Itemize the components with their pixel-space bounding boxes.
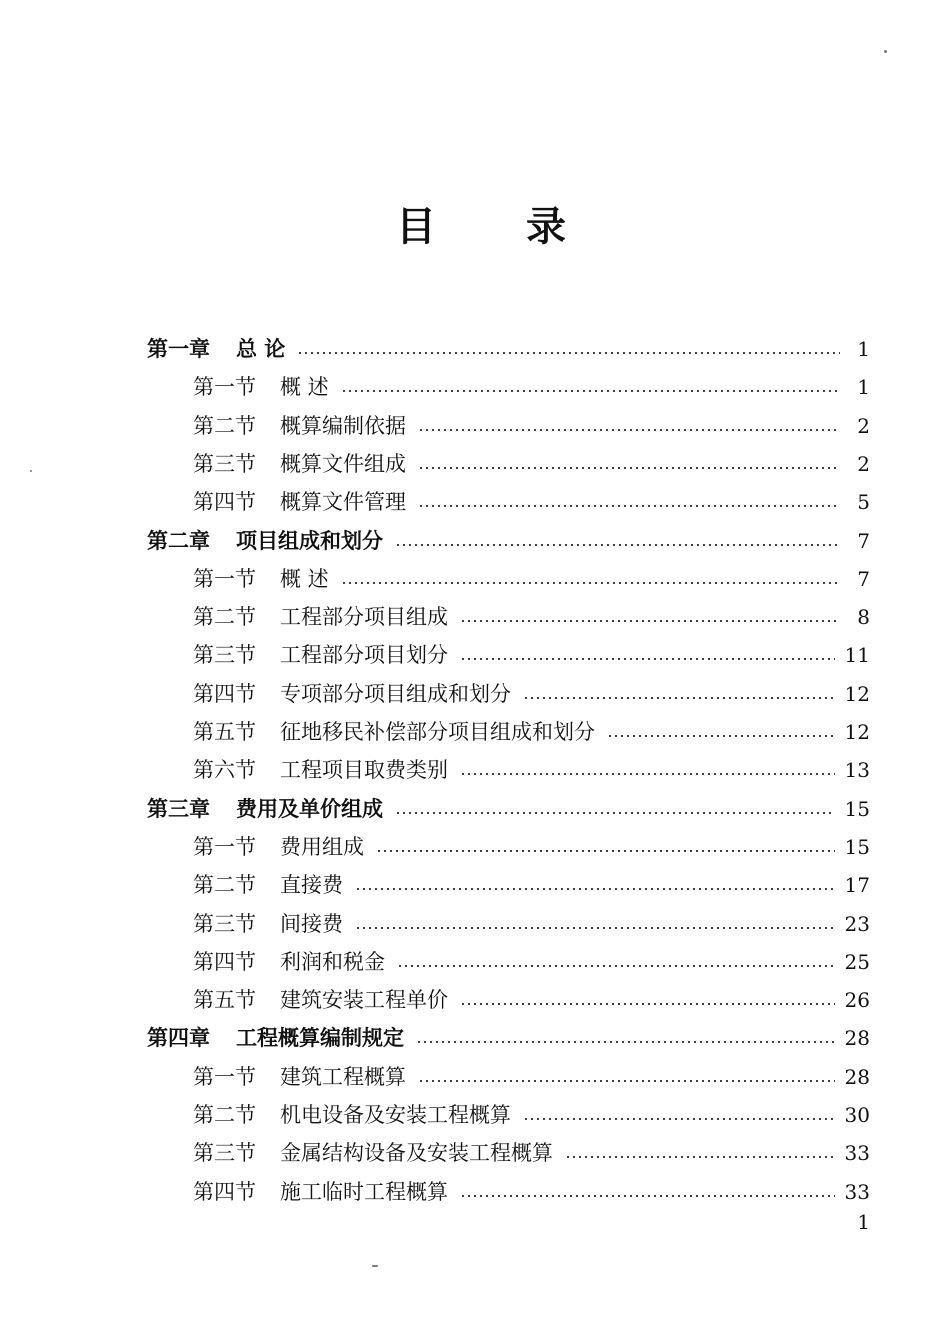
toc-entry-page: 2 bbox=[857, 413, 870, 438]
toc-entry-title: 建筑工程概算 bbox=[280, 1064, 406, 1089]
toc-section-row[interactable] bbox=[193, 1173, 870, 1211]
toc-entry-label: 第四节 bbox=[193, 681, 256, 706]
toc-entry-label: 第三节 bbox=[193, 1141, 256, 1166]
toc-entry-label: 第一节 bbox=[193, 1064, 256, 1089]
toc-chapter-row[interactable] bbox=[147, 1019, 870, 1057]
toc-entry-title: 工程概算编制规定 bbox=[236, 1026, 404, 1051]
toc-entry-page: 13 bbox=[844, 758, 870, 783]
dot-leader bbox=[418, 467, 840, 469]
toc-entry-page: 1 bbox=[857, 375, 870, 400]
dot-leader bbox=[460, 658, 835, 660]
toc-entry-page: 12 bbox=[844, 720, 870, 744]
toc-entry-label: 第五节 bbox=[193, 720, 256, 744]
toc-section-row[interactable] bbox=[193, 943, 870, 981]
page-title: 目 录 bbox=[396, 204, 604, 250]
toc-entry-page: 26 bbox=[844, 988, 870, 1013]
toc-entry-label: 第五节 bbox=[193, 988, 256, 1013]
dot-leader bbox=[460, 1003, 835, 1005]
toc-entry-title: 金属结构设备及安装工程概算 bbox=[280, 1141, 553, 1166]
toc-section-row[interactable] bbox=[193, 407, 870, 445]
toc-entry-title: 项目组成和划分 bbox=[236, 528, 383, 553]
toc-entry-page: 33 bbox=[844, 1141, 870, 1166]
toc-entry-page: 15 bbox=[844, 796, 870, 821]
dot-leader bbox=[460, 620, 840, 622]
toc-section-row[interactable] bbox=[193, 713, 870, 751]
toc-chapter-row[interactable] bbox=[147, 330, 870, 368]
toc-entry-title: 概算文件组成 bbox=[280, 451, 406, 476]
toc-entry-title: 专项部分项目组成和划分 bbox=[280, 681, 511, 706]
toc-entry-label: 第三节 bbox=[193, 451, 256, 476]
toc-entry-label: 第六节 bbox=[193, 758, 256, 783]
toc-entry-page: 5 bbox=[857, 490, 870, 515]
dot-leader bbox=[460, 773, 835, 775]
dot-leader bbox=[523, 697, 835, 699]
toc-entry-label: 第二节 bbox=[193, 1103, 256, 1127]
toc-entry-page: 2 bbox=[857, 451, 870, 476]
toc-entry-title: 间接费 bbox=[280, 911, 343, 936]
dot-leader bbox=[418, 1080, 835, 1082]
toc-entry-title: 机电设备及安装工程概算 bbox=[280, 1103, 511, 1127]
page-number: 1 bbox=[857, 1210, 870, 1234]
toc-entry-page: 30 bbox=[844, 1103, 870, 1127]
toc-section-row[interactable] bbox=[193, 560, 870, 598]
toc-entry-page: 15 bbox=[844, 834, 870, 859]
toc-section-row[interactable] bbox=[193, 1134, 870, 1172]
toc-entry-label: 第一节 bbox=[193, 566, 256, 591]
scan-speck bbox=[372, 1265, 378, 1267]
toc-entry-label: 第二节 bbox=[193, 605, 256, 630]
toc-entry-title: 利润和税金 bbox=[280, 949, 385, 974]
dot-leader bbox=[355, 927, 835, 929]
toc-entry-page: 28 bbox=[844, 1064, 870, 1089]
toc-section-row[interactable] bbox=[193, 905, 870, 943]
toc-entry-page: 7 bbox=[857, 566, 870, 591]
toc-section-row[interactable] bbox=[193, 1096, 870, 1134]
toc-entry-label: 第四节 bbox=[193, 1179, 256, 1204]
toc-entry-label: 第二节 bbox=[193, 873, 256, 898]
toc-section-row[interactable] bbox=[193, 981, 870, 1019]
toc-entry-page: 28 bbox=[844, 1026, 870, 1051]
toc-entry-title: 概 述 bbox=[280, 375, 329, 400]
toc-entry-title: 概 述 bbox=[280, 566, 329, 591]
dot-leader bbox=[341, 390, 840, 392]
toc-entry-title: 直接费 bbox=[280, 873, 343, 898]
toc-entry-page: 12 bbox=[844, 681, 870, 706]
toc-section-row[interactable] bbox=[193, 828, 870, 866]
toc-entry-page: 17 bbox=[844, 873, 870, 898]
toc-entry-title: 工程部分项目组成 bbox=[280, 605, 448, 630]
toc-entry-page: 8 bbox=[857, 605, 870, 630]
toc-section-row[interactable] bbox=[193, 866, 870, 904]
toc-entry-page: 1 bbox=[857, 337, 870, 361]
toc-entry-label: 第一节 bbox=[193, 375, 256, 400]
toc-entry-label: 第一章 bbox=[147, 337, 210, 361]
toc-chapter-row[interactable] bbox=[147, 522, 870, 560]
dot-leader bbox=[355, 888, 835, 890]
toc-entry-label: 第四节 bbox=[193, 949, 256, 974]
toc-entry-label: 第一节 bbox=[193, 834, 256, 859]
dot-leader bbox=[418, 505, 840, 507]
dot-leader bbox=[418, 429, 840, 431]
toc-entry-title: 总 论 bbox=[236, 337, 286, 361]
dot-leader bbox=[460, 1195, 835, 1197]
dot-leader bbox=[395, 544, 840, 546]
toc-entry-label: 第二节 bbox=[193, 413, 256, 438]
dot-leader bbox=[341, 582, 840, 584]
toc-section-row[interactable] bbox=[193, 368, 870, 406]
toc-entry-page: 25 bbox=[844, 949, 870, 974]
toc-entry-label: 第二章 bbox=[147, 528, 210, 553]
dot-leader bbox=[565, 1156, 835, 1158]
scan-speck bbox=[884, 50, 887, 53]
toc-entry-page: 33 bbox=[844, 1179, 870, 1204]
toc-chapter-row[interactable] bbox=[147, 790, 870, 828]
toc-entry-title: 建筑安装工程单价 bbox=[280, 988, 448, 1013]
toc-entry-title: 工程部分项目划分 bbox=[280, 643, 448, 668]
toc-entry-label: 第四章 bbox=[147, 1026, 210, 1051]
toc-entry-page: 11 bbox=[844, 643, 870, 668]
toc-entry-page: 23 bbox=[844, 911, 870, 936]
toc-entry-title: 概算编制依据 bbox=[280, 413, 406, 438]
toc-entry-label: 第三节 bbox=[193, 911, 256, 936]
toc-entry-title: 费用组成 bbox=[280, 834, 364, 859]
toc-entry-label: 第三章 bbox=[147, 796, 210, 821]
toc-section-row[interactable] bbox=[193, 483, 870, 521]
toc-entry-title: 费用及单价组成 bbox=[236, 796, 383, 821]
toc-entry-title: 施工临时工程概算 bbox=[280, 1179, 448, 1204]
dot-leader bbox=[416, 1041, 835, 1043]
dot-leader bbox=[297, 352, 840, 354]
toc-section-row[interactable] bbox=[193, 636, 870, 674]
scan-speck bbox=[30, 470, 32, 472]
toc-entry-title: 概算文件管理 bbox=[280, 490, 406, 515]
toc-section-row[interactable] bbox=[193, 445, 870, 483]
toc-entry-title: 征地移民补偿部分项目组成和划分 bbox=[280, 720, 595, 744]
dot-leader bbox=[395, 812, 835, 814]
toc-entry-page: 7 bbox=[857, 528, 870, 553]
dot-leader bbox=[376, 850, 835, 852]
toc-entry-title: 工程项目取费类别 bbox=[280, 758, 448, 783]
dot-leader bbox=[397, 965, 835, 967]
toc-section-row[interactable] bbox=[193, 751, 870, 789]
toc-entry-label: 第三节 bbox=[193, 643, 256, 668]
toc-section-row[interactable] bbox=[193, 598, 870, 636]
toc-section-row[interactable] bbox=[193, 1058, 870, 1096]
toc-section-row[interactable] bbox=[193, 675, 870, 713]
dot-leader bbox=[607, 735, 835, 737]
dot-leader bbox=[523, 1118, 835, 1120]
toc-entry-label: 第四节 bbox=[193, 490, 256, 515]
